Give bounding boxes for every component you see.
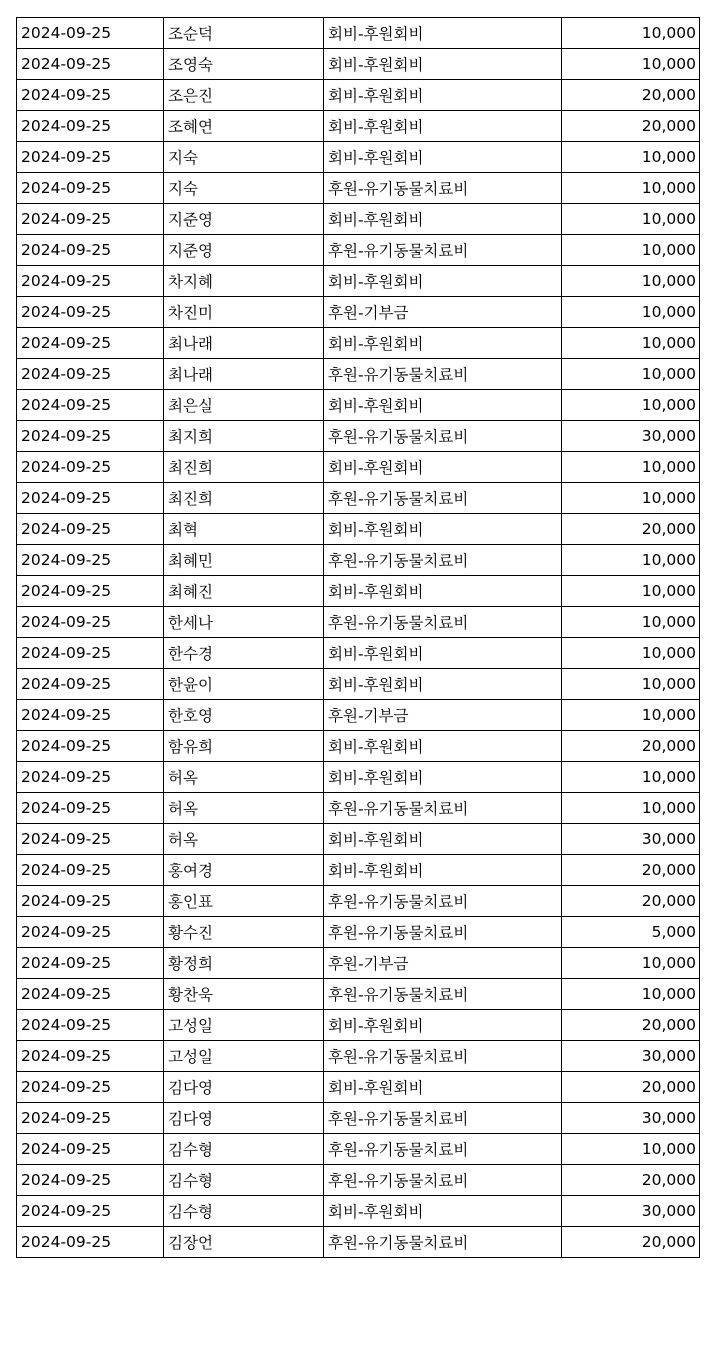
name-cell: 최나래 (164, 359, 324, 390)
date-cell: 2024-09-25 (17, 235, 164, 266)
date-cell: 2024-09-25 (17, 638, 164, 669)
date-cell: 2024-09-25 (17, 917, 164, 948)
name-cell: 지준영 (164, 204, 324, 235)
date-cell: 2024-09-25 (17, 979, 164, 1010)
date-cell: 2024-09-25 (17, 297, 164, 328)
table-row (17, 1041, 700, 1072)
category-cell: 후원-유기동물치료비 (324, 421, 562, 452)
category-cell: 회비-후원회비 (324, 111, 562, 142)
category-cell: 회비-후원회비 (324, 731, 562, 762)
category-cell: 후원-유기동물치료비 (324, 979, 562, 1010)
name-cell: 고성일 (164, 1010, 324, 1041)
amount-cell: 20,000 (562, 1165, 700, 1196)
date-cell: 2024-09-25 (17, 1196, 164, 1227)
date-cell: 2024-09-25 (17, 421, 164, 452)
category-cell: 회비-후원회비 (324, 49, 562, 80)
amount-cell: 10,000 (562, 390, 700, 421)
name-cell: 한세나 (164, 607, 324, 638)
date-cell: 2024-09-25 (17, 576, 164, 607)
table-row (17, 576, 700, 607)
table-row (17, 297, 700, 328)
category-cell: 회비-후원회비 (324, 638, 562, 669)
name-cell: 함유희 (164, 731, 324, 762)
name-cell: 황수진 (164, 917, 324, 948)
name-cell: 홍여경 (164, 855, 324, 886)
amount-cell: 10,000 (562, 545, 700, 576)
category-cell: 후원-유기동물치료비 (324, 545, 562, 576)
table-row (17, 483, 700, 514)
table-row (17, 204, 700, 235)
category-cell: 회비-후원회비 (324, 1010, 562, 1041)
name-cell: 지준영 (164, 235, 324, 266)
category-cell: 후원-유기동물치료비 (324, 886, 562, 917)
table-row (17, 545, 700, 576)
table-row (17, 266, 700, 297)
category-cell: 회비-후원회비 (324, 390, 562, 421)
amount-cell: 20,000 (562, 1072, 700, 1103)
table-row (17, 18, 700, 49)
name-cell: 한수경 (164, 638, 324, 669)
category-cell: 회비-후원회비 (324, 142, 562, 173)
name-cell: 고성일 (164, 1041, 324, 1072)
table-row (17, 669, 700, 700)
amount-cell: 20,000 (562, 731, 700, 762)
amount-cell: 10,000 (562, 948, 700, 979)
amount-cell: 30,000 (562, 421, 700, 452)
date-cell: 2024-09-25 (17, 49, 164, 80)
category-cell: 회비-후원회비 (324, 762, 562, 793)
date-cell: 2024-09-25 (17, 1227, 164, 1258)
amount-cell: 10,000 (562, 1134, 700, 1165)
amount-cell: 10,000 (562, 49, 700, 80)
name-cell: 최혜민 (164, 545, 324, 576)
date-cell: 2024-09-25 (17, 669, 164, 700)
category-cell: 후원-유기동물치료비 (324, 359, 562, 390)
ledger-body (17, 18, 700, 1258)
table-row (17, 1196, 700, 1227)
name-cell: 황찬욱 (164, 979, 324, 1010)
name-cell: 김다영 (164, 1072, 324, 1103)
date-cell: 2024-09-25 (17, 204, 164, 235)
category-cell: 회비-후원회비 (324, 669, 562, 700)
amount-cell: 20,000 (562, 886, 700, 917)
name-cell: 홍인표 (164, 886, 324, 917)
date-cell: 2024-09-25 (17, 1103, 164, 1134)
category-cell: 후원-유기동물치료비 (324, 235, 562, 266)
date-cell: 2024-09-25 (17, 266, 164, 297)
table-row (17, 1103, 700, 1134)
table-row (17, 173, 700, 204)
date-cell: 2024-09-25 (17, 607, 164, 638)
date-cell: 2024-09-25 (17, 886, 164, 917)
category-cell: 후원-유기동물치료비 (324, 1134, 562, 1165)
amount-cell: 30,000 (562, 1103, 700, 1134)
amount-cell: 10,000 (562, 669, 700, 700)
name-cell: 한윤이 (164, 669, 324, 700)
date-cell: 2024-09-25 (17, 855, 164, 886)
amount-cell: 10,000 (562, 576, 700, 607)
category-cell: 후원-기부금 (324, 700, 562, 731)
table-row (17, 421, 700, 452)
date-cell: 2024-09-25 (17, 173, 164, 204)
amount-cell: 5,000 (562, 917, 700, 948)
category-cell: 후원-유기동물치료비 (324, 1227, 562, 1258)
table-row (17, 1072, 700, 1103)
table-row (17, 390, 700, 421)
category-cell: 후원-유기동물치료비 (324, 483, 562, 514)
table-row (17, 111, 700, 142)
name-cell: 최진희 (164, 452, 324, 483)
table-row (17, 328, 700, 359)
category-cell: 회비-후원회비 (324, 1196, 562, 1227)
date-cell: 2024-09-25 (17, 359, 164, 390)
amount-cell: 10,000 (562, 979, 700, 1010)
name-cell: 조순덕 (164, 18, 324, 49)
amount-cell: 30,000 (562, 1041, 700, 1072)
category-cell: 후원-기부금 (324, 948, 562, 979)
category-cell: 회비-후원회비 (324, 824, 562, 855)
date-cell: 2024-09-25 (17, 700, 164, 731)
name-cell: 김수형 (164, 1134, 324, 1165)
category-cell: 후원-유기동물치료비 (324, 1103, 562, 1134)
amount-cell: 10,000 (562, 173, 700, 204)
table-row (17, 762, 700, 793)
category-cell: 후원-유기동물치료비 (324, 1041, 562, 1072)
name-cell: 최나래 (164, 328, 324, 359)
table-row (17, 1010, 700, 1041)
name-cell: 허옥 (164, 793, 324, 824)
name-cell: 차진미 (164, 297, 324, 328)
table-row (17, 979, 700, 1010)
date-cell: 2024-09-25 (17, 824, 164, 855)
date-cell: 2024-09-25 (17, 1134, 164, 1165)
date-cell: 2024-09-25 (17, 142, 164, 173)
amount-cell: 10,000 (562, 297, 700, 328)
table-row (17, 824, 700, 855)
category-cell: 회비-후원회비 (324, 328, 562, 359)
amount-cell: 10,000 (562, 235, 700, 266)
table-row (17, 1165, 700, 1196)
name-cell: 황정희 (164, 948, 324, 979)
name-cell: 조영숙 (164, 49, 324, 80)
amount-cell: 20,000 (562, 1227, 700, 1258)
amount-cell: 20,000 (562, 1010, 700, 1041)
date-cell: 2024-09-25 (17, 111, 164, 142)
amount-cell: 10,000 (562, 700, 700, 731)
date-cell: 2024-09-25 (17, 483, 164, 514)
table-row (17, 917, 700, 948)
name-cell: 한호영 (164, 700, 324, 731)
category-cell: 회비-후원회비 (324, 204, 562, 235)
amount-cell: 10,000 (562, 638, 700, 669)
amount-cell: 10,000 (562, 142, 700, 173)
date-cell: 2024-09-25 (17, 793, 164, 824)
name-cell: 최지희 (164, 421, 324, 452)
name-cell: 조은진 (164, 80, 324, 111)
table-row (17, 731, 700, 762)
category-cell: 회비-후원회비 (324, 1072, 562, 1103)
table-row (17, 49, 700, 80)
category-cell: 회비-후원회비 (324, 576, 562, 607)
amount-cell: 10,000 (562, 793, 700, 824)
name-cell: 지숙 (164, 173, 324, 204)
amount-cell: 10,000 (562, 266, 700, 297)
amount-cell: 10,000 (562, 762, 700, 793)
name-cell: 허옥 (164, 824, 324, 855)
category-cell: 후원-유기동물치료비 (324, 1165, 562, 1196)
date-cell: 2024-09-25 (17, 731, 164, 762)
amount-cell: 10,000 (562, 359, 700, 390)
name-cell: 최혁 (164, 514, 324, 545)
category-cell: 후원-유기동물치료비 (324, 793, 562, 824)
name-cell: 조혜연 (164, 111, 324, 142)
amount-cell: 10,000 (562, 483, 700, 514)
category-cell: 후원-유기동물치료비 (324, 917, 562, 948)
category-cell: 회비-후원회비 (324, 80, 562, 111)
date-cell: 2024-09-25 (17, 545, 164, 576)
date-cell: 2024-09-25 (17, 762, 164, 793)
amount-cell: 10,000 (562, 18, 700, 49)
category-cell: 후원-유기동물치료비 (324, 173, 562, 204)
date-cell: 2024-09-25 (17, 328, 164, 359)
date-cell: 2024-09-25 (17, 1165, 164, 1196)
amount-cell: 20,000 (562, 855, 700, 886)
table-row (17, 359, 700, 390)
date-cell: 2024-09-25 (17, 18, 164, 49)
date-cell: 2024-09-25 (17, 390, 164, 421)
table-row (17, 1134, 700, 1165)
category-cell: 후원-유기동물치료비 (324, 607, 562, 638)
name-cell: 김수형 (164, 1196, 324, 1227)
amount-cell: 10,000 (562, 204, 700, 235)
amount-cell: 30,000 (562, 824, 700, 855)
date-cell: 2024-09-25 (17, 80, 164, 111)
name-cell: 김다영 (164, 1103, 324, 1134)
donation-ledger-table (16, 17, 700, 1258)
name-cell: 허옥 (164, 762, 324, 793)
amount-cell: 10,000 (562, 328, 700, 359)
name-cell: 최진희 (164, 483, 324, 514)
category-cell: 회비-후원회비 (324, 514, 562, 545)
table-row (17, 886, 700, 917)
table-row (17, 142, 700, 173)
table-row (17, 855, 700, 886)
name-cell: 최혜진 (164, 576, 324, 607)
name-cell: 차지혜 (164, 266, 324, 297)
table-row (17, 638, 700, 669)
date-cell: 2024-09-25 (17, 514, 164, 545)
date-cell: 2024-09-25 (17, 452, 164, 483)
table-row (17, 793, 700, 824)
category-cell: 회비-후원회비 (324, 855, 562, 886)
date-cell: 2024-09-25 (17, 1010, 164, 1041)
table-row (17, 80, 700, 111)
name-cell: 김수형 (164, 1165, 324, 1196)
table-row (17, 1227, 700, 1258)
table-row (17, 607, 700, 638)
date-cell: 2024-09-25 (17, 1041, 164, 1072)
category-cell: 회비-후원회비 (324, 18, 562, 49)
table-row (17, 700, 700, 731)
amount-cell: 20,000 (562, 514, 700, 545)
date-cell: 2024-09-25 (17, 1072, 164, 1103)
table-row (17, 235, 700, 266)
category-cell: 회비-후원회비 (324, 266, 562, 297)
amount-cell: 30,000 (562, 1196, 700, 1227)
category-cell: 회비-후원회비 (324, 452, 562, 483)
name-cell: 김장언 (164, 1227, 324, 1258)
amount-cell: 20,000 (562, 80, 700, 111)
date-cell: 2024-09-25 (17, 948, 164, 979)
name-cell: 지숙 (164, 142, 324, 173)
table-row (17, 948, 700, 979)
table-row (17, 452, 700, 483)
amount-cell: 20,000 (562, 111, 700, 142)
amount-cell: 10,000 (562, 452, 700, 483)
table-row (17, 514, 700, 545)
category-cell: 후원-기부금 (324, 297, 562, 328)
name-cell: 최은실 (164, 390, 324, 421)
amount-cell: 10,000 (562, 607, 700, 638)
